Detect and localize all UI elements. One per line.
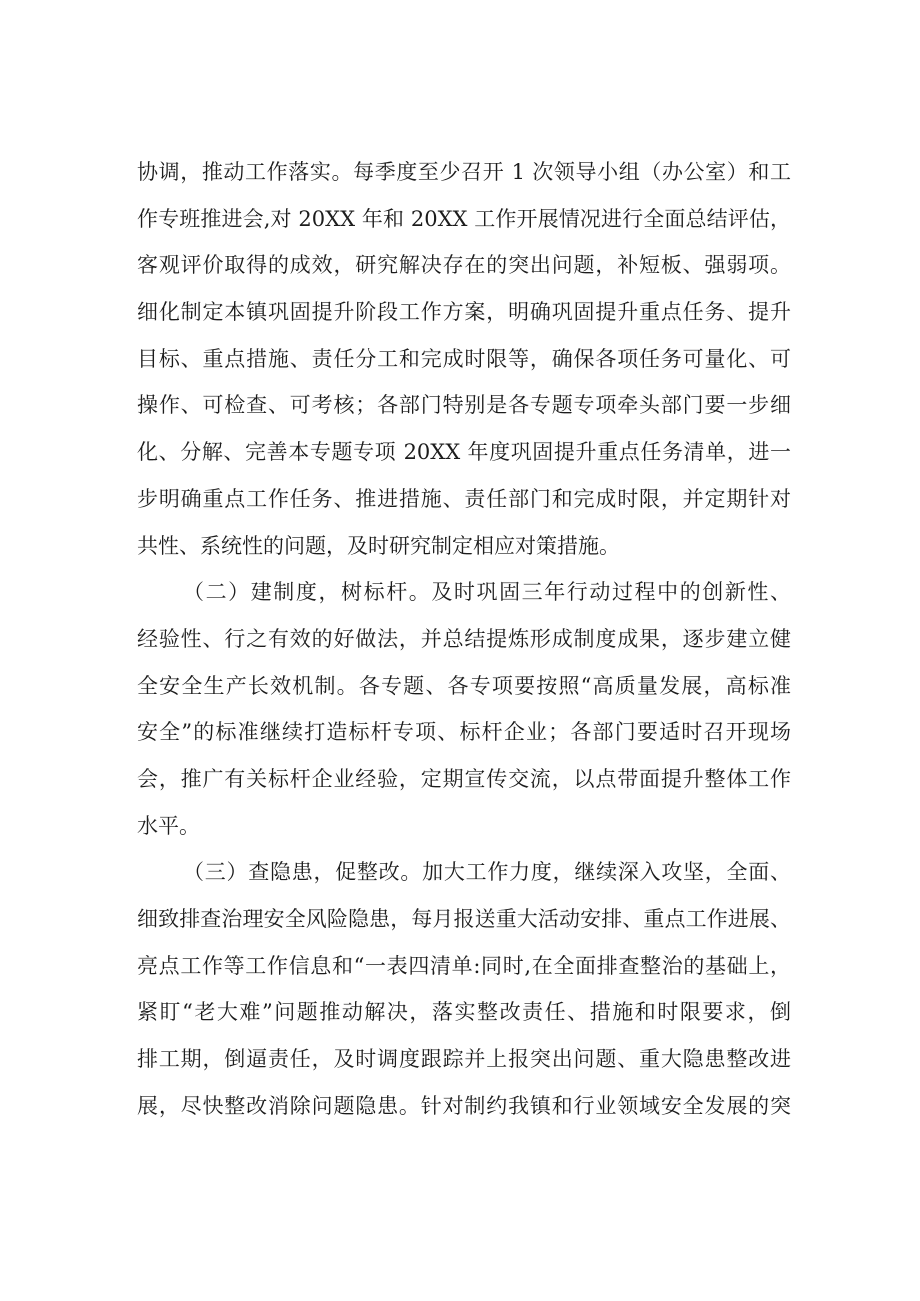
paragraph-continuation [137, 149, 791, 569]
text-line: 化、分解、完善本专题专项 20XX 年度巩固提升重点任务清单，进一 [137, 440, 791, 465]
text-line: 紧盯“老大难”问题推动解决，落实整改责任、措施和时限要求，倒 [137, 1000, 791, 1025]
text-line: 细化制定本镇巩固提升阶段工作方案，明确巩固提升重点任务、提升 [137, 300, 791, 325]
paragraph-section-2 [137, 569, 791, 849]
text-line: 亮点工作等工作信息和“一表四清单:同时,在全面排查整治的基础上， [137, 953, 791, 978]
text-line: 水平。 [137, 813, 200, 838]
text-line: 排工期，倒逼责任，及时调度跟踪并上报突出问题、重大隐患整改进 [137, 1047, 791, 1072]
text-line: 细致排查治理安全风险隐患，每月报送重大活动安排、重点工作进展、 [137, 907, 791, 931]
paragraph-section-3 [137, 849, 791, 1129]
text-line: 客观评价取得的成效，研究解决存在的突出问题，补短板、强弱项。 [137, 253, 791, 278]
text-line: 展，尽快整改消除问题隐患。针对制约我镇和行业领域安全发展的突 [137, 1093, 791, 1118]
section-heading-line: （二）建制度，树标杆。及时巩固三年行动过程中的创新性、 [183, 580, 791, 605]
text-line: 全安全生产长效机制。各专题、各专项要按照“高质量发展，高标准 [137, 673, 791, 698]
document-body [137, 149, 791, 1129]
section-heading-line: （三）查隐患，促整改。加大工作力度，继续深入攻坚，全面、 [183, 860, 791, 885]
text-line: 经验性、行之有效的好做法，并总结提炼形成制度成果，逐步建立健 [137, 626, 791, 651]
text-line: 作专班推进会,对 20XX 年和 20XX 工作开展情况进行全面总结评估， [137, 206, 791, 231]
text-line: 目标、重点措施、责任分工和完成时限等，确保各项任务可量化、可 [137, 346, 791, 371]
text-line: 协调，推动工作落实。每季度至少召开 1 次领导小组（办公室）和工 [137, 160, 791, 184]
text-line: 操作、可检查、可考核；各部门特别是各专题专项牵头部门要一步细 [137, 393, 791, 418]
text-line: 共性、系统性的问题，及时研究制定相应对策措施。 [137, 533, 620, 558]
text-line: 步明确重点工作任务、推进措施、责任部门和完成时限，并定期针对 [137, 486, 791, 511]
text-line: 会，推广有关标杆企业经验，定期宣传交流，以点带面提升整体工作 [137, 766, 791, 791]
text-line: 安全”的标准继续打造标杆专项、标杆企业；各部门要适时召开现场 [137, 720, 791, 745]
